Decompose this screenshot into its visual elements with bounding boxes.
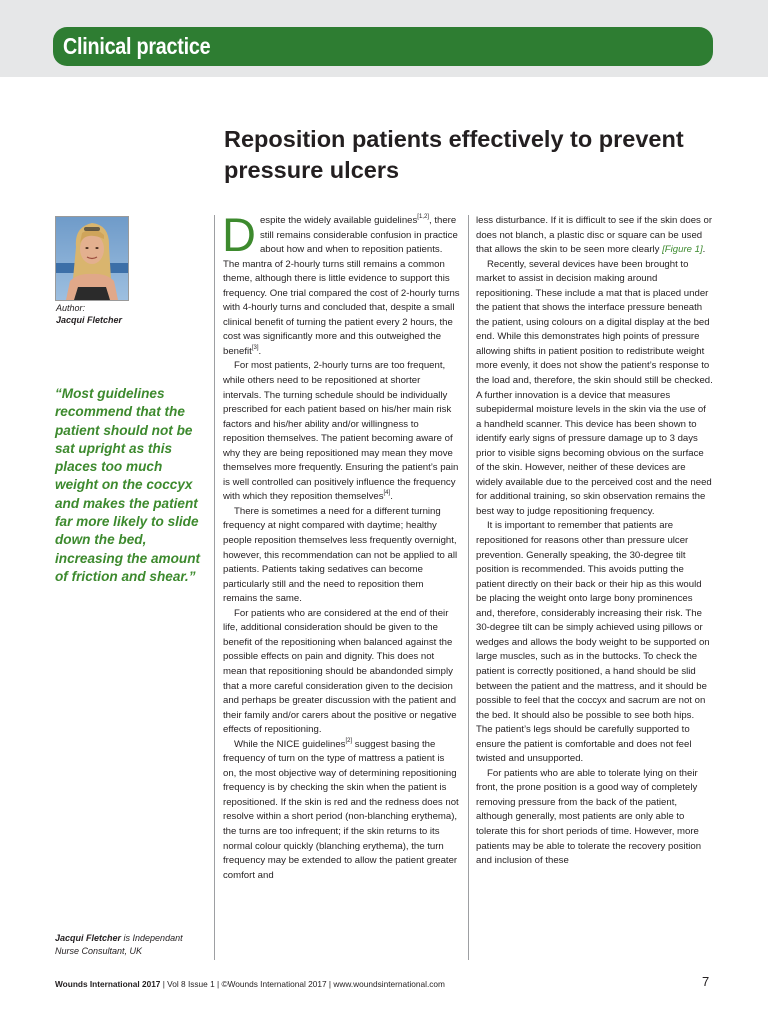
paragraph: There is sometimes a need for a different turning frequency at night compared with daytime; healthy people reposition themselves less frequently overnight, however, this recommendation can not be applied to all patients. Patients taking sedatives can become particularly still and the need to reposition them remains the same. — [223, 505, 458, 605]
author-name: Jacqui Fletcher — [56, 315, 123, 325]
citation: [1,2] — [417, 214, 429, 220]
paragraph-text: . — [390, 491, 393, 503]
figure-reference: [Figure 1] — [662, 244, 703, 256]
footer-info: | Vol 8 Issue 1 | ©Wounds International 2017 | www.woundsinternational.com — [160, 979, 445, 989]
bio-name: Jacqui Fletcher — [55, 933, 122, 943]
author-photo — [55, 216, 129, 301]
column-rule-middle — [468, 215, 469, 960]
pull-quote: “Most guidelines recommend that the patient should not be sat upright as this places too much weight on the coccyx and makes the patient far more likely to slide down the bed, increasing the amount of friction and shear.” — [55, 386, 201, 584]
column-rule-left — [214, 215, 215, 960]
paragraph-text: , there still remains considerable confusion in practice about how and when to reposition patients. The mantra of 2-hourly turns still remains a common theme, although there is little evidence to support this frequency. One trial compared the cost of 2-hourly turns with 4-hourly turns and concluded that, despite a small clinical benefit of turning the patient every 2 hours, the cost was significantly more and this outweighed the benefit — [223, 215, 460, 357]
paragraph: It is important to remember that patients are repositioned for reasons other than pressure ulcer prevention. Generally speaking, the 30-degree tilt position is recommended. This avoids putting the patient directly on their back or their hip as this would be placing the weight onto large bony prominences and, therefore, considerably increasing their risk. The 30-degree tilt can be simply achieved using pillows or wedges and allows the body weight to be supported on large muscles, such as in the buttocks. To check the patient is correctly positioned, a hand should be slid between the patient and the mattress, and it should be possible to feel that the coccyx and sacrum are not on the bed. It should also be possible to see both hips. The patient’s legs should be carefully supported to ensure the patient is comfortable and does not feel twisted and unsupported. — [476, 520, 710, 765]
citation: [3] — [251, 344, 259, 351]
paragraph: For patients who are considered at the end of their life, additional consideration should be given to the benefit of the repositioning when balanced against the possible effects on pain and dignity. This does not mean that repositioning should be abandonded simply that a more careful consideration given to the decision and perhaps be greater discussion with the patient and their family and/or carers about the positive or negative effects of repositioning. — [223, 607, 457, 736]
paragraph — [223, 359, 460, 504]
paragraph-text: espite the widely available guidelines — [259, 215, 418, 226]
bio-text: is Independant Nurse Consultant, UK — [55, 933, 183, 956]
author-bio — [55, 932, 205, 958]
paragraph — [223, 738, 460, 883]
paragraph-text: less disturbance. If it is difficult to see if the skin does or does not blanch, a plastic disc or square can be used that allows the skin to be seen more clearly — [476, 215, 713, 256]
paragraph: For patients who are able to tolerate lying on their front, the prone position is a good way of completely removing pressure from the back of the patient, although generally, most patients are only able to tolerate this for short periods of time. However, more patients may be able to tolerate the recovery position and inclusion of these — [476, 767, 702, 867]
article-title: Reposition patients effectively to prevent pressure ulcers — [224, 126, 684, 183]
page-footer — [55, 978, 445, 990]
paragraph — [222, 208, 460, 359]
footer-journal: Wounds International 2017 — [55, 979, 161, 989]
paragraph-text: . — [258, 345, 262, 357]
paragraph — [476, 214, 713, 258]
section-title: Clinical practice — [63, 33, 211, 59]
author-label: Author: — [56, 303, 86, 313]
paragraph-text: For most patients, 2-hourly turns are too frequent, while others need to be repositioned at shorter intervals. The turning schedule should be individually prescribed for each patient based on his/her main risk factors and his/her ability and/or willingness to reposition themselves. The patient becoming aware of why they are being repositioned may mean they move themselves more frequently. Ensuring the patient’s pain is well controlled can positively influence the frequency with which they reposition themselves — [223, 360, 459, 503]
body-column-1 — [222, 208, 460, 883]
paragraph-text: suggest basing the frequency of turn on the type of mattress a patient is on, the most objective way of determining repositioning frequency is by checking the skin when the patient is repositioned. If the skin is red and the redness does not resolve within a short period (non-blanching erythema), the turns are too infrequent; if the skin returns to its normal colour quickly (blanching erythema), the turn frequency may be extended to allow the patient greater comfort and — [223, 738, 459, 881]
citation: [4] — [383, 490, 391, 497]
citation: [2] — [345, 737, 353, 744]
paragraph: Recently, several devices have been brought to market to assist in decision making around repositioning. These include a mat that is placed under the patient that shows the interface pressure beneath the patient, using colours on a digital display at the bed end. While this demonstrates high points of pressure allowing shifts in patient position to redistribute weight more evenly, it does not show the patient’s response to the load and, therefore, the skin should still be checked. A further innovation is a device that measures subepidermal moisture levels in the skin via the use of a handheld scanner. This device has been shown to identify early signs of pressure damage up to 3 days prior to visible signs becoming obvious on the surface of the skin. However, neither of these devices are widely available due to the perceived cost and the need for additional training, so skin observation remains the best way to judge repositioning frequency. — [476, 258, 713, 517]
body-column-2 — [476, 214, 713, 869]
paragraph-text: While the NICE guidelines — [234, 738, 346, 750]
drop-cap: D — [222, 208, 256, 261]
paragraph-text: . — [702, 244, 706, 256]
page-number: 7 — [702, 974, 710, 989]
author-portrait-image — [56, 217, 128, 300]
